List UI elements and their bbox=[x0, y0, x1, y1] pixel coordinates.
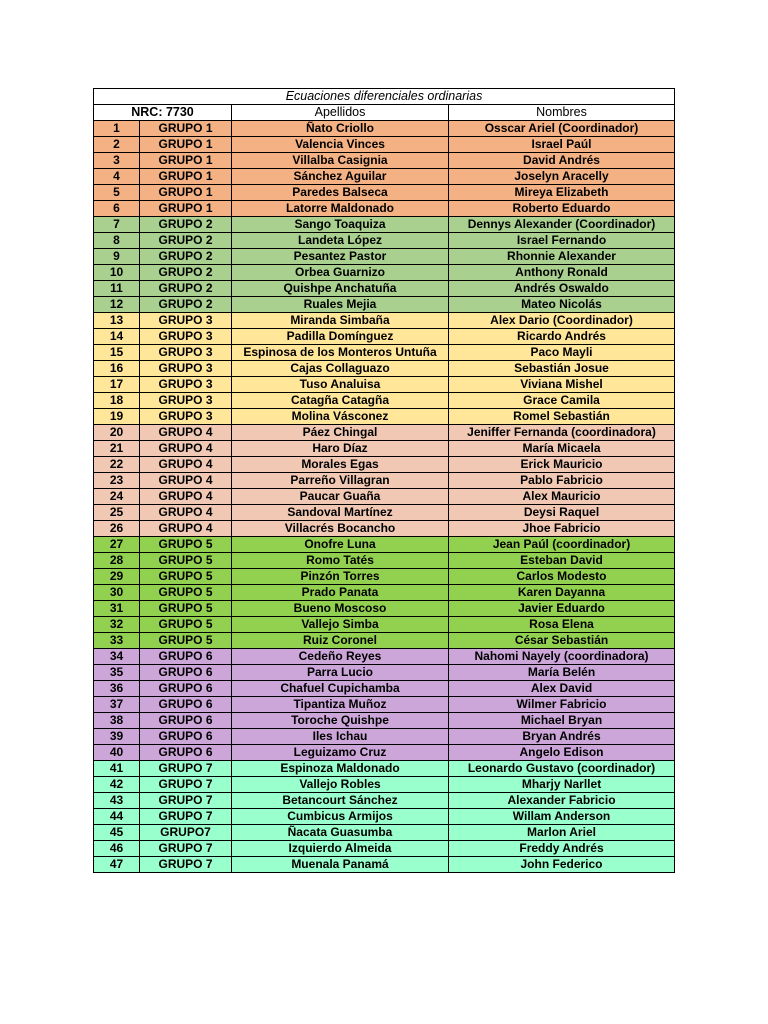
group-cell: GRUPO 2 bbox=[140, 233, 232, 249]
table-row bbox=[94, 809, 675, 825]
row-number-cell: 25 bbox=[94, 505, 140, 521]
table-row bbox=[94, 713, 675, 729]
table-row bbox=[94, 633, 675, 649]
apellidos-cell: Leguizamo Cruz bbox=[232, 745, 449, 761]
group-cell: GRUPO 1 bbox=[140, 137, 232, 153]
group-cell: GRUPO 2 bbox=[140, 217, 232, 233]
group-cell: GRUPO 4 bbox=[140, 505, 232, 521]
row-number-cell: 19 bbox=[94, 409, 140, 425]
table-row bbox=[94, 649, 675, 665]
apellidos-cell: Morales Egas bbox=[232, 457, 449, 473]
apellidos-cell: Onofre Luna bbox=[232, 537, 449, 553]
apellidos-cell: Paucar Guaña bbox=[232, 489, 449, 505]
table-row bbox=[94, 521, 675, 537]
table-row bbox=[94, 473, 675, 489]
group-cell: GRUPO 2 bbox=[140, 297, 232, 313]
nombres-cell: Deysi Raquel bbox=[449, 505, 675, 521]
nombres-cell: María Belén bbox=[449, 665, 675, 681]
group-cell: GRUPO 1 bbox=[140, 201, 232, 217]
apellidos-cell: Páez Chingal bbox=[232, 425, 449, 441]
nombres-cell: John Federico bbox=[449, 857, 675, 873]
group-cell: GRUPO 4 bbox=[140, 441, 232, 457]
row-number-cell: 31 bbox=[94, 601, 140, 617]
table-row bbox=[94, 777, 675, 793]
row-number-cell: 13 bbox=[94, 313, 140, 329]
group-cell: GRUPO 5 bbox=[140, 569, 232, 585]
nombres-cell: César Sebastián bbox=[449, 633, 675, 649]
group-cell: GRUPO 3 bbox=[140, 345, 232, 361]
apellidos-cell: Villacrés Bocancho bbox=[232, 521, 449, 537]
apellidos-cell: Miranda Simbaña bbox=[232, 313, 449, 329]
nombres-cell: Michael Bryan bbox=[449, 713, 675, 729]
group-cell: GRUPO 3 bbox=[140, 377, 232, 393]
nombres-cell: Israel Paúl bbox=[449, 137, 675, 153]
nombres-cell: Anthony Ronald bbox=[449, 265, 675, 281]
table-row bbox=[94, 233, 675, 249]
nombres-cell: Mateo Nicolás bbox=[449, 297, 675, 313]
table-row bbox=[94, 137, 675, 153]
table-row bbox=[94, 857, 675, 873]
row-number-cell: 29 bbox=[94, 569, 140, 585]
apellidos-cell: Betancourt Sánchez bbox=[232, 793, 449, 809]
table-row bbox=[94, 729, 675, 745]
table-row bbox=[94, 121, 675, 137]
nombres-cell: Dennys Alexander (Coordinador) bbox=[449, 217, 675, 233]
apellidos-cell: Sandoval Martínez bbox=[232, 505, 449, 521]
nombres-cell: Viviana Mishel bbox=[449, 377, 675, 393]
table-row bbox=[94, 585, 675, 601]
row-number-cell: 21 bbox=[94, 441, 140, 457]
group-cell: GRUPO 7 bbox=[140, 857, 232, 873]
row-number-cell: 27 bbox=[94, 537, 140, 553]
row-number-cell: 4 bbox=[94, 169, 140, 185]
apellidos-cell: Ñacata Guasumba bbox=[232, 825, 449, 841]
table-row bbox=[94, 569, 675, 585]
row-number-cell: 22 bbox=[94, 457, 140, 473]
nombres-cell: Angelo Edison bbox=[449, 745, 675, 761]
group-cell: GRUPO 4 bbox=[140, 521, 232, 537]
row-number-cell: 37 bbox=[94, 697, 140, 713]
row-number-cell: 15 bbox=[94, 345, 140, 361]
group-cell: GRUPO7 bbox=[140, 825, 232, 841]
table-row bbox=[94, 169, 675, 185]
group-cell: GRUPO 7 bbox=[140, 809, 232, 825]
apellidos-cell: Paredes Balseca bbox=[232, 185, 449, 201]
apellidos-cell: Parreño Villagran bbox=[232, 473, 449, 489]
row-number-cell: 42 bbox=[94, 777, 140, 793]
nombres-header: Nombres bbox=[449, 105, 675, 121]
apellidos-cell: Cumbicus Armijos bbox=[232, 809, 449, 825]
apellidos-cell: Izquierdo Almeida bbox=[232, 841, 449, 857]
nombres-cell: Alexander Fabricio bbox=[449, 793, 675, 809]
group-cell: GRUPO 6 bbox=[140, 729, 232, 745]
apellidos-cell: Villalba Casignia bbox=[232, 153, 449, 169]
nombres-cell: Jean Paúl (coordinador) bbox=[449, 537, 675, 553]
group-cell: GRUPO 5 bbox=[140, 585, 232, 601]
apellidos-cell: Sango Toaquiza bbox=[232, 217, 449, 233]
group-cell: GRUPO 3 bbox=[140, 313, 232, 329]
apellidos-cell: Sánchez Aguilar bbox=[232, 169, 449, 185]
row-number-cell: 1 bbox=[94, 121, 140, 137]
apellidos-cell: Orbea Guarnizo bbox=[232, 265, 449, 281]
nombres-cell: Joselyn Aracelly bbox=[449, 169, 675, 185]
table-row bbox=[94, 761, 675, 777]
table-row bbox=[94, 265, 675, 281]
apellidos-cell: Latorre Maldonado bbox=[232, 201, 449, 217]
row-number-cell: 17 bbox=[94, 377, 140, 393]
row-number-cell: 10 bbox=[94, 265, 140, 281]
table-row bbox=[94, 185, 675, 201]
apellidos-cell: Molina Vásconez bbox=[232, 409, 449, 425]
row-number-cell: 2 bbox=[94, 137, 140, 153]
nombres-cell: Israel Fernando bbox=[449, 233, 675, 249]
row-number-cell: 32 bbox=[94, 617, 140, 633]
nombres-cell: Leonardo Gustavo (coordinador) bbox=[449, 761, 675, 777]
row-number-cell: 8 bbox=[94, 233, 140, 249]
nombres-cell: Grace Camila bbox=[449, 393, 675, 409]
group-cell: GRUPO 7 bbox=[140, 841, 232, 857]
table-row bbox=[94, 201, 675, 217]
table-row bbox=[94, 345, 675, 361]
group-cell: GRUPO 3 bbox=[140, 361, 232, 377]
apellidos-cell: Padilla Domínguez bbox=[232, 329, 449, 345]
nombres-cell: Willam Anderson bbox=[449, 809, 675, 825]
row-number-cell: 14 bbox=[94, 329, 140, 345]
apellidos-cell: Pinzón Torres bbox=[232, 569, 449, 585]
nombres-cell: Jhoe Fabricio bbox=[449, 521, 675, 537]
group-cell: GRUPO 5 bbox=[140, 633, 232, 649]
table-title: Ecuaciones diferenciales ordinarias bbox=[94, 89, 675, 105]
row-number-cell: 28 bbox=[94, 553, 140, 569]
row-number-cell: 9 bbox=[94, 249, 140, 265]
group-cell: GRUPO 3 bbox=[140, 409, 232, 425]
nombres-cell: Alex Mauricio bbox=[449, 489, 675, 505]
apellidos-cell: Espinoza Maldonado bbox=[232, 761, 449, 777]
nombres-cell: Mharjy Narllet bbox=[449, 777, 675, 793]
group-cell: GRUPO 7 bbox=[140, 777, 232, 793]
group-cell: GRUPO 6 bbox=[140, 665, 232, 681]
group-cell: GRUPO 1 bbox=[140, 185, 232, 201]
row-number-cell: 7 bbox=[94, 217, 140, 233]
apellidos-cell: Ruales Mejia bbox=[232, 297, 449, 313]
table-row bbox=[94, 361, 675, 377]
nombres-cell: Nahomi Nayely (coordinadora) bbox=[449, 649, 675, 665]
nombres-cell: Javier Eduardo bbox=[449, 601, 675, 617]
apellidos-cell: Toroche Quishpe bbox=[232, 713, 449, 729]
row-number-cell: 41 bbox=[94, 761, 140, 777]
row-number-cell: 38 bbox=[94, 713, 140, 729]
table-row bbox=[94, 393, 675, 409]
row-number-cell: 12 bbox=[94, 297, 140, 313]
apellidos-cell: Romo Tatés bbox=[232, 553, 449, 569]
row-number-cell: 45 bbox=[94, 825, 140, 841]
table-row bbox=[94, 489, 675, 505]
group-cell: GRUPO 4 bbox=[140, 473, 232, 489]
group-cell: GRUPO 3 bbox=[140, 329, 232, 345]
table-row bbox=[94, 457, 675, 473]
group-cell: GRUPO 6 bbox=[140, 713, 232, 729]
group-cell: GRUPO 7 bbox=[140, 761, 232, 777]
apellidos-cell: Chafuel Cupichamba bbox=[232, 681, 449, 697]
row-number-cell: 30 bbox=[94, 585, 140, 601]
apellidos-cell: Valencia Vinces bbox=[232, 137, 449, 153]
group-cell: GRUPO 5 bbox=[140, 553, 232, 569]
group-cell: GRUPO 4 bbox=[140, 457, 232, 473]
nombres-cell: Pablo Fabricio bbox=[449, 473, 675, 489]
table-row bbox=[94, 601, 675, 617]
apellidos-cell: Iles Ichau bbox=[232, 729, 449, 745]
group-cell: GRUPO 6 bbox=[140, 681, 232, 697]
group-cell: GRUPO 1 bbox=[140, 153, 232, 169]
apellidos-cell: Parra Lucio bbox=[232, 665, 449, 681]
table-row bbox=[94, 409, 675, 425]
row-number-cell: 36 bbox=[94, 681, 140, 697]
nombres-cell: Paco Mayli bbox=[449, 345, 675, 361]
table-row bbox=[94, 297, 675, 313]
apellidos-cell: Tipantiza Muñoz bbox=[232, 697, 449, 713]
nrc-header: NRC: 7730 bbox=[94, 105, 232, 121]
title-row bbox=[94, 89, 675, 105]
apellidos-cell: Muenala Panamá bbox=[232, 857, 449, 873]
apellidos-cell: Prado Panata bbox=[232, 585, 449, 601]
table-row bbox=[94, 745, 675, 761]
group-cell: GRUPO 7 bbox=[140, 793, 232, 809]
nombres-cell: David Andrés bbox=[449, 153, 675, 169]
group-cell: GRUPO 2 bbox=[140, 265, 232, 281]
nombres-cell: Rhonnie Alexander bbox=[449, 249, 675, 265]
nombres-cell: Freddy Andrés bbox=[449, 841, 675, 857]
group-cell: GRUPO 2 bbox=[140, 249, 232, 265]
row-number-cell: 39 bbox=[94, 729, 140, 745]
row-number-cell: 46 bbox=[94, 841, 140, 857]
row-number-cell: 20 bbox=[94, 425, 140, 441]
table-row bbox=[94, 681, 675, 697]
apellidos-cell: Ñato Criollo bbox=[232, 121, 449, 137]
table-row bbox=[94, 249, 675, 265]
nombres-cell: Esteban David bbox=[449, 553, 675, 569]
nombres-cell: Bryan Andrés bbox=[449, 729, 675, 745]
nombres-cell: Ricardo Andrés bbox=[449, 329, 675, 345]
row-number-cell: 5 bbox=[94, 185, 140, 201]
group-cell: GRUPO 1 bbox=[140, 121, 232, 137]
nombres-cell: Andrés Oswaldo bbox=[449, 281, 675, 297]
row-number-cell: 18 bbox=[94, 393, 140, 409]
group-cell: GRUPO 6 bbox=[140, 745, 232, 761]
apellidos-cell: Cedeño Reyes bbox=[232, 649, 449, 665]
nombres-cell: Wilmer Fabricio bbox=[449, 697, 675, 713]
table-row bbox=[94, 313, 675, 329]
apellidos-cell: Haro Díaz bbox=[232, 441, 449, 457]
table-row bbox=[94, 153, 675, 169]
nombres-cell: Mireya Elizabeth bbox=[449, 185, 675, 201]
row-number-cell: 11 bbox=[94, 281, 140, 297]
table-row bbox=[94, 425, 675, 441]
table-row bbox=[94, 441, 675, 457]
row-number-cell: 34 bbox=[94, 649, 140, 665]
apellidos-cell: Vallejo Simba bbox=[232, 617, 449, 633]
group-cell: GRUPO 6 bbox=[140, 649, 232, 665]
table-row bbox=[94, 617, 675, 633]
row-number-cell: 33 bbox=[94, 633, 140, 649]
table-row bbox=[94, 841, 675, 857]
nombres-cell: Rosa Elena bbox=[449, 617, 675, 633]
group-cell: GRUPO 3 bbox=[140, 393, 232, 409]
apellidos-cell: Bueno Moscoso bbox=[232, 601, 449, 617]
row-number-cell: 40 bbox=[94, 745, 140, 761]
nombres-cell: Jeniffer Fernanda (coordinadora) bbox=[449, 425, 675, 441]
apellidos-cell: Ruiz Coronel bbox=[232, 633, 449, 649]
row-number-cell: 6 bbox=[94, 201, 140, 217]
row-number-cell: 23 bbox=[94, 473, 140, 489]
group-cell: GRUPO 4 bbox=[140, 425, 232, 441]
row-number-cell: 3 bbox=[94, 153, 140, 169]
apellidos-cell: Quishpe Anchatuña bbox=[232, 281, 449, 297]
nombres-cell: Romel Sebastián bbox=[449, 409, 675, 425]
table-row bbox=[94, 553, 675, 569]
table-row bbox=[94, 377, 675, 393]
nombres-cell: Sebastián Josue bbox=[449, 361, 675, 377]
group-cell: GRUPO 5 bbox=[140, 617, 232, 633]
table-row bbox=[94, 793, 675, 809]
apellidos-cell: Catagña Catagña bbox=[232, 393, 449, 409]
nombres-cell: Karen Dayanna bbox=[449, 585, 675, 601]
group-cell: GRUPO 5 bbox=[140, 601, 232, 617]
apellidos-cell: Tuso Analuisa bbox=[232, 377, 449, 393]
group-cell: GRUPO 2 bbox=[140, 281, 232, 297]
row-number-cell: 24 bbox=[94, 489, 140, 505]
row-number-cell: 44 bbox=[94, 809, 140, 825]
row-number-cell: 35 bbox=[94, 665, 140, 681]
nombres-cell: Carlos Modesto bbox=[449, 569, 675, 585]
apellidos-cell: Espinosa de los Monteros Untuña bbox=[232, 345, 449, 361]
apellidos-header: Apellidos bbox=[232, 105, 449, 121]
table-row bbox=[94, 505, 675, 521]
student-group-table bbox=[93, 88, 675, 873]
nombres-cell: Erick Mauricio bbox=[449, 457, 675, 473]
table-row bbox=[94, 217, 675, 233]
nombres-cell: Alex David bbox=[449, 681, 675, 697]
apellidos-cell: Cajas Collaguazo bbox=[232, 361, 449, 377]
row-number-cell: 47 bbox=[94, 857, 140, 873]
apellidos-cell: Landeta López bbox=[232, 233, 449, 249]
table-row bbox=[94, 537, 675, 553]
table-row bbox=[94, 697, 675, 713]
apellidos-cell: Pesantez Pastor bbox=[232, 249, 449, 265]
nombres-cell: Osscar Ariel (Coordinador) bbox=[449, 121, 675, 137]
table-row bbox=[94, 665, 675, 681]
apellidos-cell: Vallejo Robles bbox=[232, 777, 449, 793]
table-row bbox=[94, 825, 675, 841]
row-number-cell: 43 bbox=[94, 793, 140, 809]
group-cell: GRUPO 1 bbox=[140, 169, 232, 185]
nombres-cell: María Micaela bbox=[449, 441, 675, 457]
nombres-cell: Marlon Ariel bbox=[449, 825, 675, 841]
header-row bbox=[94, 105, 675, 121]
group-cell: GRUPO 4 bbox=[140, 489, 232, 505]
table-row bbox=[94, 281, 675, 297]
table-row bbox=[94, 329, 675, 345]
group-cell: GRUPO 6 bbox=[140, 697, 232, 713]
row-number-cell: 26 bbox=[94, 521, 140, 537]
group-cell: GRUPO 5 bbox=[140, 537, 232, 553]
row-number-cell: 16 bbox=[94, 361, 140, 377]
nombres-cell: Roberto Eduardo bbox=[449, 201, 675, 217]
nombres-cell: Alex Dario (Coordinador) bbox=[449, 313, 675, 329]
